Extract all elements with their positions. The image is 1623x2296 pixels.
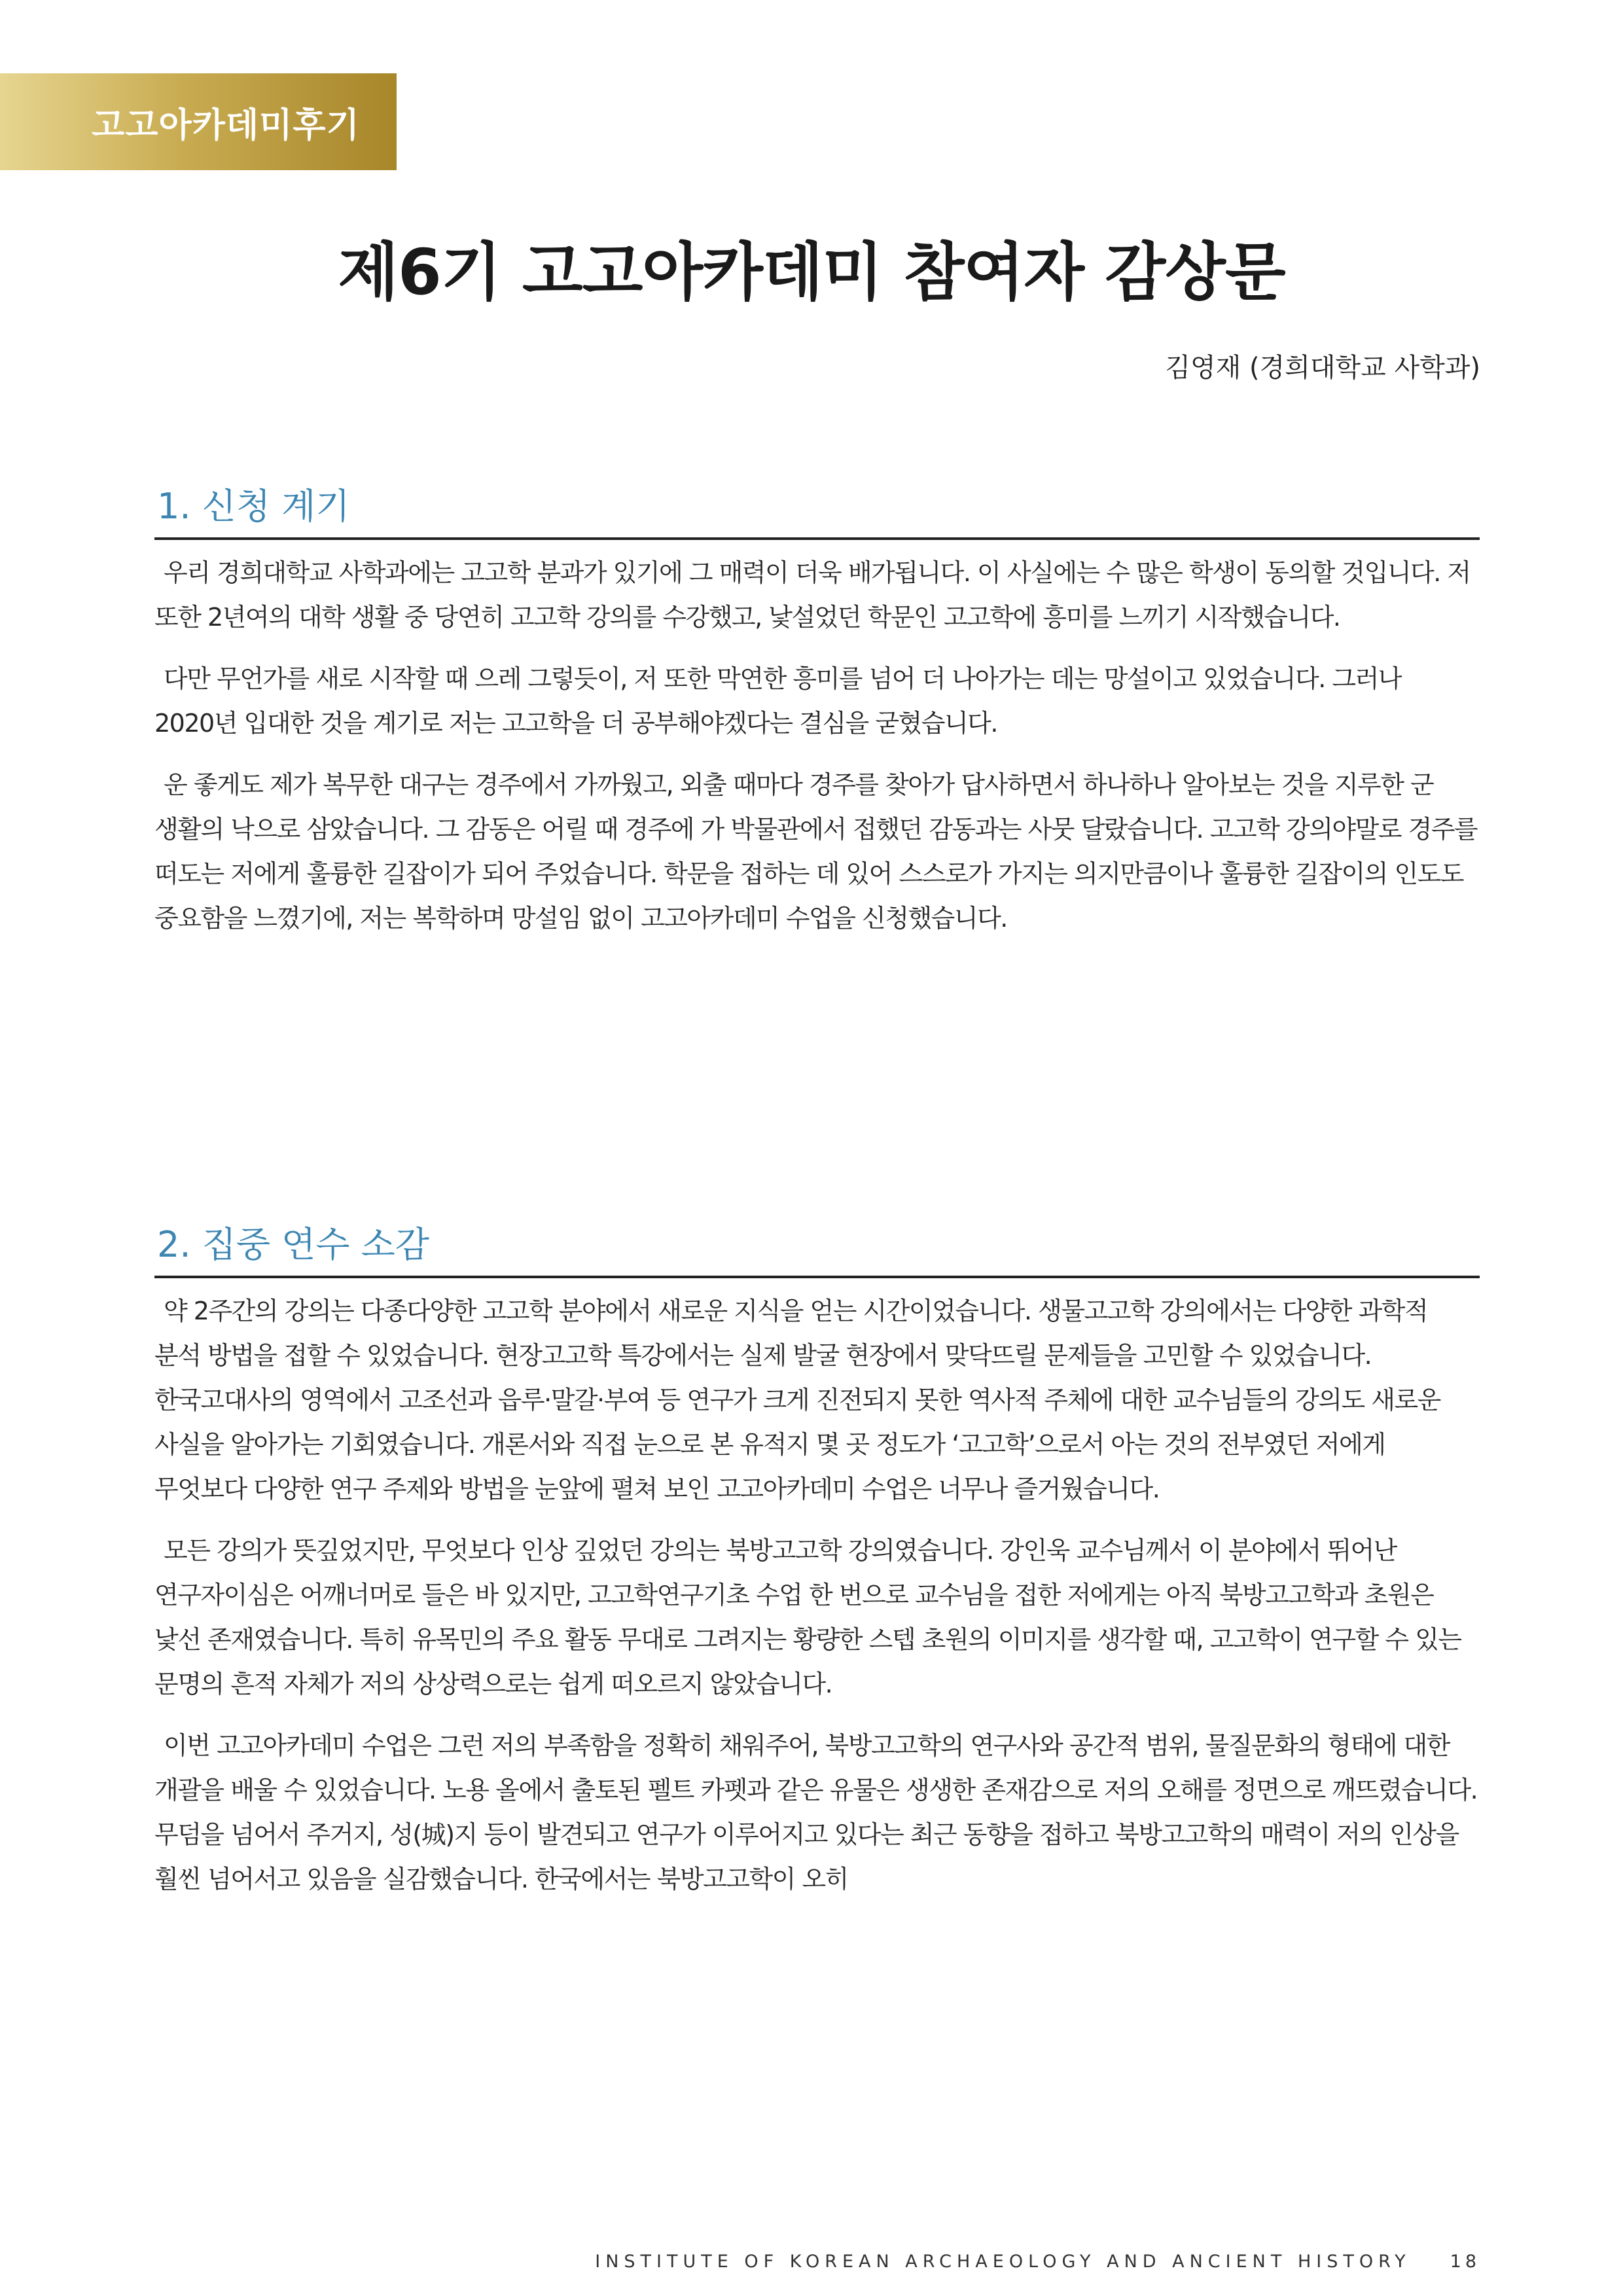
paragraph: 이번 고고아카데미 수업은 그런 저의 부족함을 정확히 채워주어, 북방고고학의 연구사와 공간적 범위, 물질문화의 형태에 대한 개괄을 배울 수 있었습니다. 노용 올에서 출토된 펠트 카펫과 같은 유물은 생생한 존재감으로 저의 오해를 정면으로 깨뜨렸습니다. 무덤을 넘어서 주거지, 성(城)지 등이 발견되고 연구가 이루어지고 있다는 최근 동향을 접하고 북방고고학의 매력이 저의 인상을 훨씬 넘어서고 있음을 실감했습니다. 한국에서는 북방고고학이 오히 <box>154 1731 1478 1893</box>
page-number: 18 <box>1450 2251 1480 2272</box>
category-tab-label: 고고아카데미후기 <box>92 105 360 145</box>
paragraph: 다만 무언가를 새로 시작할 때 으레 그렇듯이, 저 또한 막연한 흥미를 넘어 더 나아가는 데는 망설이고 있었습니다. 그러나 2020년 입대한 것을 계기로 저는 고고학을 더 공부해야겠다는 결심을 굳혔습니다. <box>154 664 1401 738</box>
footer-institute-name: INSTITUTE OF KOREAN ARCHAEOLOGY AND ANCIENT HISTORY <box>595 2251 1411 2272</box>
section-intensive-training-impressions <box>154 1224 1480 1918</box>
paragraph: 모든 강의가 뜻깊었지만, 무엇보다 인상 깊었던 강의는 북방고고학 강의였습니다. 강인욱 교수님께서 이 분야에서 뛰어난 연구자이심은 어깨너머로 들은 바 있지만, 고고학연구기초 수업 한 번으로 교수님을 접한 저에게는 아직 북방고고학과 초원은 낯선 존재였습니다. 특히 유목민의 주요 활동 무대로 그려지는 황량한 스텝 초원의 이미지를 생각할 때, 고고학이 연구할 수 있는 문명의 흔적 자체가 저의 상상력으로는 쉽게 떠오르지 않았습니다. <box>154 1535 1461 1698</box>
paragraph: 운 좋게도 제가 복무한 대구는 경주에서 가까웠고, 외출 때마다 경주를 찾아가 답사하면서 하나하나 알아보는 것을 지루한 군 생활의 낙으로 삼았습니다. 그 감동은 어릴 때 경주에 가 박물관에서 접했던 감동과는 사뭇 달랐습니다. 고고학 강의야말로 경주를 떠도는 저에게 훌륭한 길잡이가 되어 주었습니다. 학문을 접하는 데 있어 스스로가 가지는 의지만큼이나 훌륭한 길잡이의 인도도 중요함을 느꼈기에, 저는 복학하며 망설임 없이 고고아카데미 수업을 신청했습니다. <box>154 770 1478 933</box>
section-body <box>154 1289 1480 1901</box>
category-tab <box>0 73 397 170</box>
section-body <box>154 550 1480 941</box>
section-heading: 1. 신청 계기 <box>154 486 1480 540</box>
section-heading: 2. 집중 연수 소감 <box>154 1224 1480 1278</box>
section-application-motivation <box>154 486 1480 958</box>
page-footer <box>595 2251 1480 2272</box>
paragraph: 약 2주간의 강의는 다종다양한 고고학 분야에서 새로운 지식을 얻는 시간이었습니다. 생물고고학 강의에서는 다양한 과학적 분석 방법을 접할 수 있었습니다. 현장고고학 특강에서는 실제 발굴 현장에서 맞닥뜨릴 문제들을 고민할 수 있었습니다. 한국고대사의 영역에서 고조선과 읍루·말갈·부여 등 연구가 크게 진전되지 못한 역사적 주체에 대한 교수님들의 강의도 새로운 사실을 알아가는 기회였습니다. 개론서와 직접 눈으로 본 유적지 몇 곳 정도가 ‘고고학’으로서 아는 것의 전부였던 저에게 무엇보다 다양한 연구 주제와 방법을 눈앞에 펼쳐 보인 고고아카데미 수업은 너무나 즐거웠습니다. <box>154 1296 1440 1503</box>
paragraph: 우리 경희대학교 사학과에는 고고학 분과가 있기에 그 매력이 더욱 배가됩니다. 이 사실에는 수 많은 학생이 동의할 것입니다. 저 또한 2년여의 대학 생활 중 당연히 고고학 강의를 수강했고, 낯설었던 학문인 고고학에 흥미를 느끼기 시작했습니다. <box>154 558 1471 632</box>
author-byline: 김영재 (경희대학교 사학과) <box>1165 353 1480 383</box>
page-title: 제6기 고고아카데미 참여자 감상문 <box>338 236 1285 309</box>
